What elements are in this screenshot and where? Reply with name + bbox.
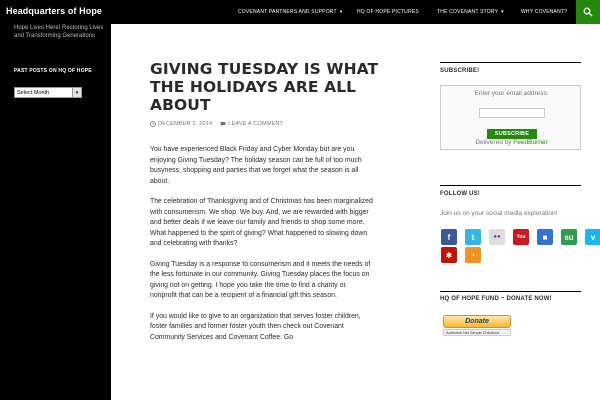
authorize-net-caption: Authorize.Net Simple Checkout xyxy=(443,329,511,336)
follow-title: FOLLOW US! xyxy=(440,191,480,197)
donate-title: HQ OF HOPE FUND ~ DONATE NOW! xyxy=(440,296,552,302)
post-date[interactable]: DECEMBER 2, 2014 xyxy=(158,121,213,127)
leave-comment-link[interactable]: LEAVE A COMMENT xyxy=(228,121,284,127)
nav-item-label: HQ OF HOPE PICTURES xyxy=(357,9,419,15)
vimeo-icon[interactable]: v xyxy=(585,229,600,245)
comment-icon xyxy=(220,121,226,127)
follow-text: Join us on your social media exploration! xyxy=(440,210,558,217)
post-paragraph: The celebration of Thanksgiving and of Christmas has been marginalized with consumerism. We shop. We buy. And, we are rewarded with bigger and better deals if we leave our family and friends to shop some more. What happened to the spirit of giving? What happened to slowing down and celebrating with thanks? xyxy=(150,198,373,247)
widget-divider xyxy=(440,291,581,292)
nav-why-covenant[interactable] xyxy=(521,9,567,15)
nav-item-label: COVENANT PARTNERS AND SUPPORT xyxy=(238,9,337,15)
nav-covenant-story[interactable] xyxy=(437,9,504,15)
post-paragraph: If you would like to give to an organization that serves foster children, foster families and former foster youth then check out Covenant Community Services and Covenant Coffee. Go xyxy=(150,312,361,341)
past-posts-title: PAST POSTS ON HQ OF HOPE xyxy=(14,68,92,74)
facebook-icon[interactable]: f xyxy=(441,229,457,245)
nav-hq-pictures[interactable] xyxy=(357,9,419,15)
twitter-icon[interactable]: t xyxy=(465,229,481,245)
chevron-down-icon: ▾ xyxy=(339,9,343,15)
archive-select-value: Select Month xyxy=(17,89,50,96)
youtube-icon[interactable]: You xyxy=(513,229,529,245)
top-navigation-bar xyxy=(0,0,600,24)
search-button[interactable] xyxy=(576,0,600,24)
subscribe-widget xyxy=(440,85,581,150)
search-icon xyxy=(583,7,593,17)
feedburner-link[interactable]: FeedBurner xyxy=(513,139,548,146)
post-paragraph: You have experienced Black Friday and Cyber Monday but are you enjoying Giving Tuesday? The holiday season can be full of too much busyness, shopping and parties that we forget what the season is all about. xyxy=(150,146,362,185)
chevron-down-icon: ▾ xyxy=(72,88,81,97)
nav-item-label: THE COVENANT STORY xyxy=(437,9,499,15)
clock-icon xyxy=(150,121,156,127)
nav-item-label: WHY COVENANT? xyxy=(521,9,568,15)
delicious-icon[interactable]: ■ xyxy=(537,229,553,245)
site-title[interactable]: Headquarters of Hope xyxy=(6,6,103,16)
stumbleupon-icon[interactable]: su xyxy=(561,229,577,245)
email-input[interactable] xyxy=(479,108,545,118)
post-title[interactable]: GIVING TUESDAY IS WHAT THE HOLIDAYS ARE ALL ABOUT xyxy=(150,60,379,114)
subscribe-button[interactable]: SUBSCRIBE xyxy=(487,129,537,139)
nav-covenant-partners[interactable] xyxy=(238,9,343,15)
yelp-icon[interactable]: ✱ xyxy=(441,247,457,263)
post-meta xyxy=(150,121,283,127)
subscribe-title: SUBSCRIBE! xyxy=(440,68,480,74)
left-sidebar xyxy=(0,24,111,400)
post-content xyxy=(150,145,374,353)
flickr-icon[interactable]: ● ● xyxy=(489,229,505,245)
delivered-prefix: Delivered by xyxy=(475,139,514,146)
email-label: Enter your email address: xyxy=(474,90,549,97)
widget-divider xyxy=(440,185,581,186)
archive-month-select[interactable] xyxy=(14,87,82,98)
post-paragraph: Giving Tuesday is a response to consumerism and it meets the needs of the less fortunate in our community. Giving Tuesday places the focus on giving not on getting. I hope you take the time to find a charity or nonprofit that can be a recipient of a financial gift this season. xyxy=(150,260,371,299)
rss-icon[interactable]: ◔ xyxy=(465,247,481,263)
site-tagline: Hope Lives Here! Restoring Lives and Transforming Generations xyxy=(14,25,104,39)
delivered-by xyxy=(441,139,582,146)
widget-divider xyxy=(440,62,581,63)
donate-button[interactable]: Donate xyxy=(443,315,511,328)
chevron-down-icon: ▾ xyxy=(501,9,504,15)
